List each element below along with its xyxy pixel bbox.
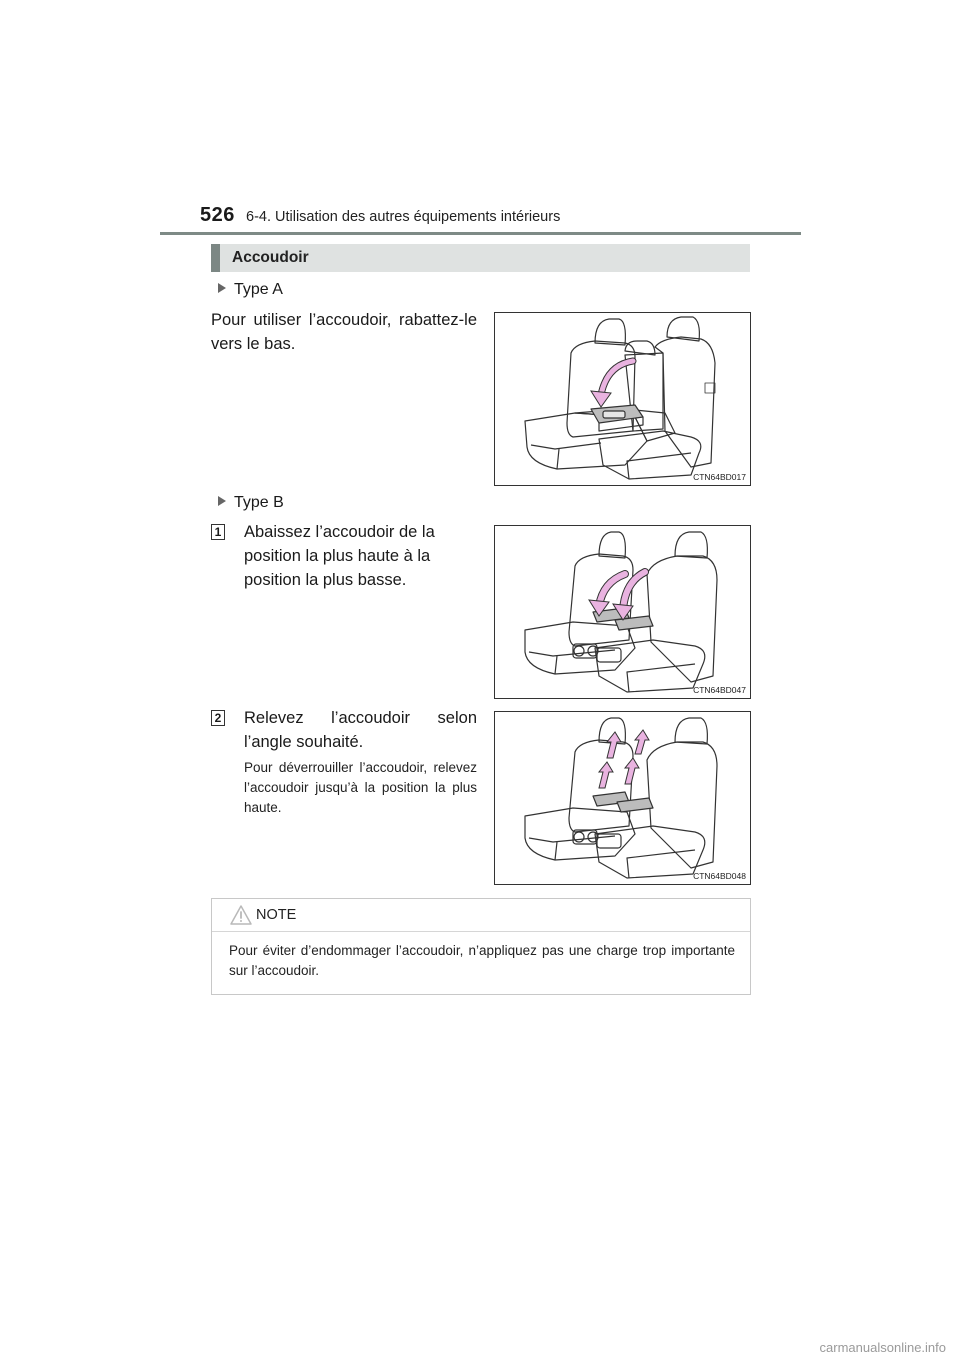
page-number: 526 [200,204,235,226]
chapter-title: 6-4. Utilisation des autres équipements intérieurs [246,209,561,225]
type-b-label-row [218,494,284,512]
figure-code: CTN64BD017 [693,472,746,482]
note-header [212,899,750,932]
figure-step-1 [494,525,751,699]
step-number-1: 1 [211,524,225,540]
captain-seats-raising-illustration [495,712,750,884]
type-a-label-row [218,281,283,299]
triangle-right-icon [218,283,226,293]
note-box [211,898,751,995]
type-a-text: Pour utiliser l’accoudoir, rabattez-le vers le bas. [211,311,477,353]
note-text: Pour éviter d’endommager l’accoudoir, n’appliquez pas une charge trop importante sur l’accoudoir. [229,943,735,978]
step-number-2: 2 [211,710,225,726]
triangle-right-icon [218,496,226,506]
bench-seat-illustration [495,313,750,485]
header-rule [160,232,801,235]
warning-triangle-icon [229,904,253,926]
note-title: NOTE [256,907,297,923]
step-2-subtext: Pour déverrouiller l’accoudoir, relevez l’accoudoir jusqu’à la position la plus haute. [244,760,477,815]
section-title: Accoudoir [232,249,309,266]
captain-seats-lowering-illustration [495,526,750,698]
type-b-label: Type B [234,494,284,511]
figure-code: CTN64BD048 [693,871,746,881]
watermark: carmanualsonline.info [819,1340,946,1355]
step-1-text: Abaissez l’accoudoir de la position la plus haute à la position la plus basse. [244,523,435,589]
figure-step-2 [494,711,751,885]
type-a-label: Type A [234,281,283,298]
section-header [211,244,750,272]
step-2-text: Relevez l’accoudoir selon l’angle souhaité. [244,709,477,751]
figure-type-a [494,312,751,486]
figure-code: CTN64BD047 [693,685,746,695]
